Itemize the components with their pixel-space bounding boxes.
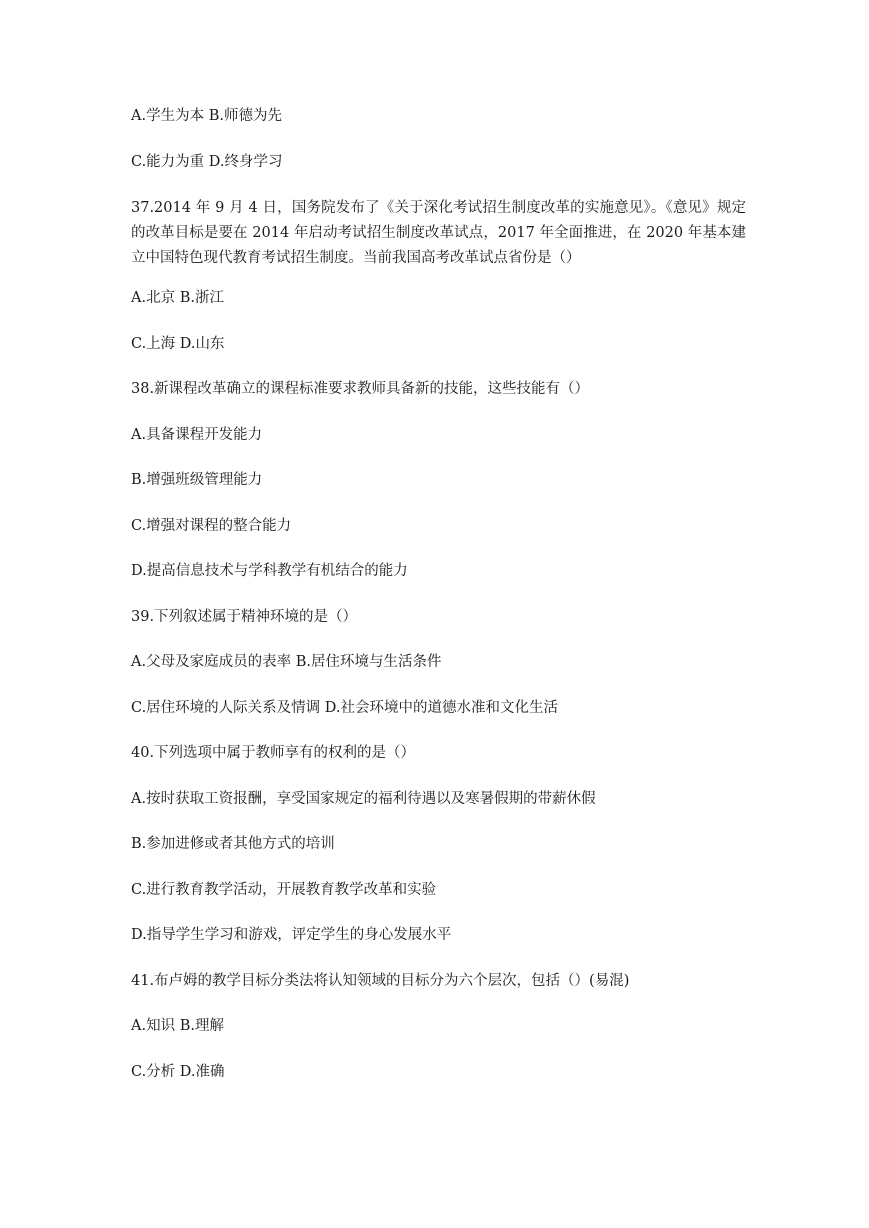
option-line-41-ab: A.知识 B.理解 — [131, 1018, 224, 1034]
option-line-39-cd: C.居住环境的人际关系及情调 D.社会环境中的道德水准和文化生活 — [131, 700, 559, 716]
option-line-37-ab: A.北京 B.浙江 — [131, 290, 224, 306]
option-line-40-c: C.进行教育教学活动，开展教育教学改革和实验 — [131, 882, 437, 898]
question-37: 37.2014 年 9 月 4 日，国务院发布了《关于深化考试招生制度改革的实施意见》。《意见》规定的改革目标是要在 2014 年启动考试招生制度改革试点，2017 年全面推进，在 2020 年基本建立中国特色现代教育考试招生制度。当前我国高考改革试点省份是（） — [131, 200, 746, 266]
option-line-38-c: C.增强对课程的整合能力 — [131, 518, 292, 534]
option-line-38-a: A.具备课程开发能力 — [131, 427, 263, 443]
option-line-39-ab: A.父母及家庭成员的表率 B.居住环境与生活条件 — [131, 654, 442, 670]
question-41: 41.布卢姆的教学目标分类法将认知领域的目标分为六个层次，包括（）(易混) — [131, 973, 630, 989]
option-line-41-cd: C.分析 D.准确 — [131, 1064, 225, 1080]
option-line-36-cd: C.能力为重 D.终身学习 — [131, 154, 283, 170]
option-line-40-b: B.参加进修或者其他方式的培训 — [131, 836, 335, 852]
question-39: 39.下列叙述属于精神环境的是（） — [131, 609, 358, 625]
option-line-37-cd: C.上海 D.山东 — [131, 336, 225, 352]
question-40: 40.下列选项中属于教师享有的权利的是（） — [131, 745, 416, 761]
option-line-38-b: B.增强班级管理能力 — [131, 472, 263, 488]
option-line-40-a: A.按时获取工资报酬，享受国家规定的福利待遇以及寒暑假期的带薪休假 — [131, 791, 596, 807]
question-38: 38.新课程改革确立的课程标准要求教师具备新的技能，这些技能有（） — [131, 381, 590, 397]
option-line-40-d: D.指导学生学习和游戏，评定学生的身心发展水平 — [131, 927, 452, 943]
option-line-38-d: D.提高信息技术与学科教学有机结合的能力 — [131, 563, 408, 579]
option-line-36-ab: A.学生为本 B.师德为先 — [131, 108, 282, 124]
